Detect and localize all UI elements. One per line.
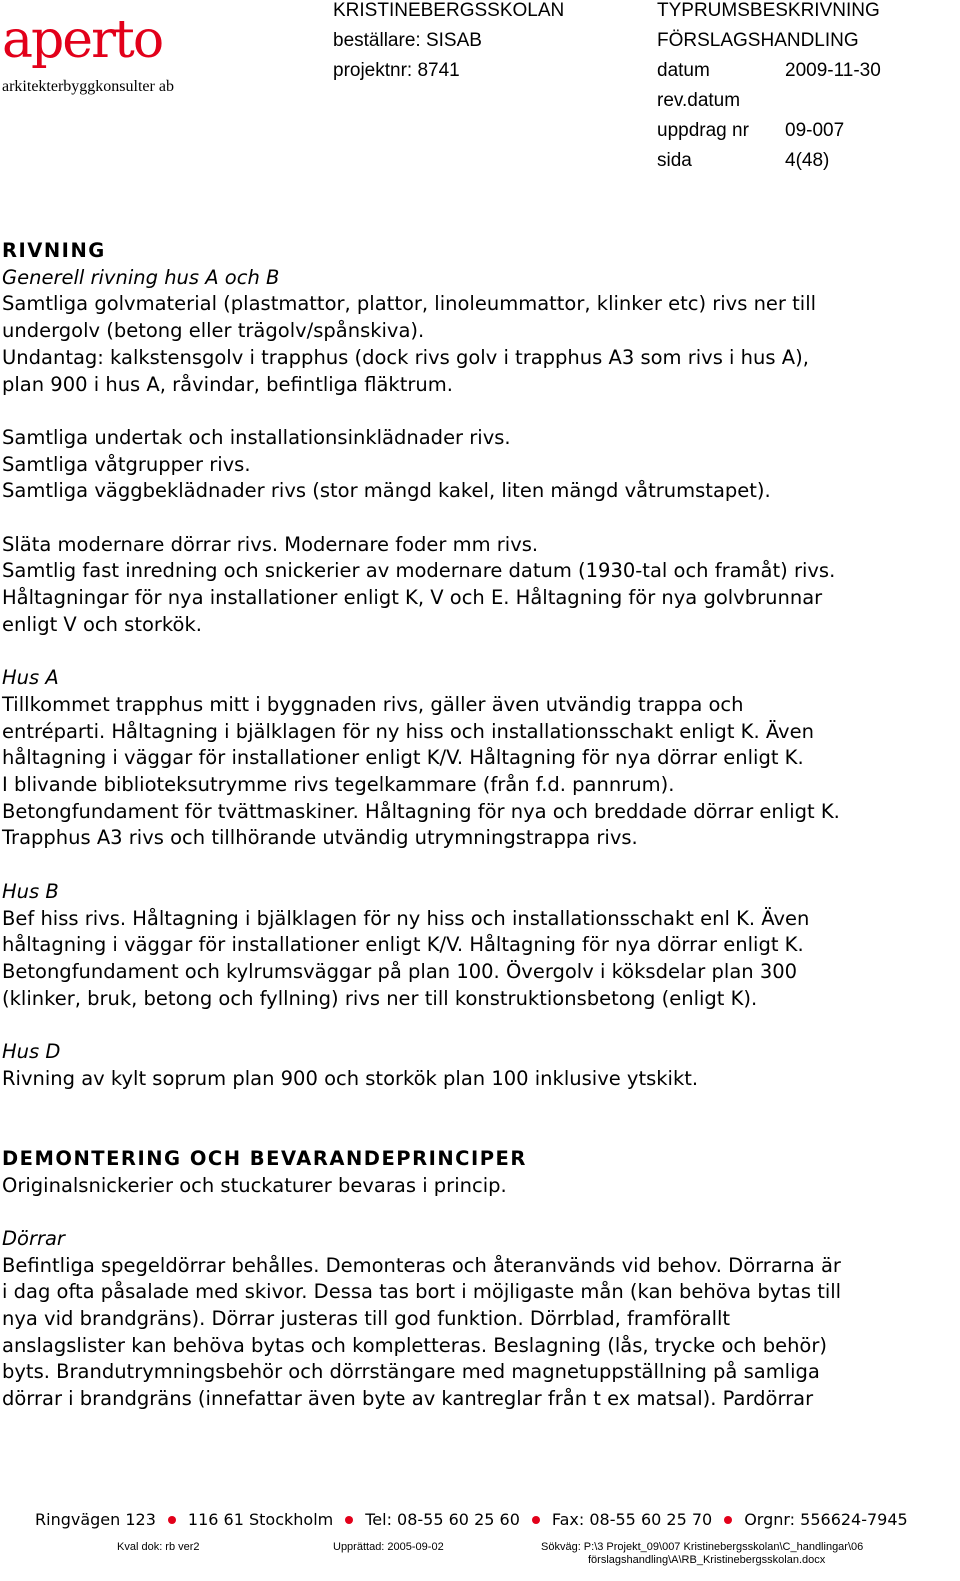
header-doc-type: TYPRUMSBESKRIVNING [657, 0, 880, 21]
text-line: Befintliga spegeldörrar behålles. Demonteras och återanvänds vid behov. Dörrarna är [2, 1253, 841, 1277]
text-line: plan 900 i hus A, råvindar, befintliga fläktrum. [2, 372, 453, 396]
header-field-value: 09-007 [785, 120, 845, 141]
section-heading-demontering: DEMONTERING OCH BEVARANDEPRINCIPER [2, 1146, 527, 1170]
text-line: i dag ofta påsalade med skivor. Dessa tas bort i möjligaste mån (kan behöva bytas till [2, 1280, 842, 1304]
text-line: Tillkommet trapphus mitt i byggnaden rivs, gäller även utvändig trappa och [2, 692, 744, 716]
text-line: Samtliga våtgrupper rivs. [2, 452, 251, 476]
text-line: anslagslister kan behöva bytas och kompletteras. Beslagning (lås, trycke och behör) [2, 1333, 827, 1357]
bullet-dot [168, 1516, 176, 1524]
text-line: Samtliga golvmaterial (plastmattor, plattor, linoleummattor, klinker etc) rivs ner till [2, 292, 817, 316]
text-line: håltagning i väggar för installationer enligt K/V. Håltagning för nya dörrar enligt K. [2, 746, 804, 770]
footer-sokvag-cont: förslagshandling\A\RB_Kristinebergsskolan.docx [588, 1554, 826, 1566]
footer-postal: 116 61 Stockholm [187, 1510, 334, 1529]
section-heading-rivning: RIVNING [2, 239, 106, 262]
text-line: Betongfundament för tvättmaskiner. Håltagning för nya och breddade dörrar enligt K. [2, 799, 840, 823]
subheading-hus-d: Hus D [2, 1040, 61, 1064]
text-line: Samtliga väggbeklädnader rivs (stor mängd kakel, liten mängd våtrumstapet). [2, 479, 771, 503]
header-field-value: 2009-11-30 [785, 60, 881, 81]
footer-tel: Tel: 08-55 60 25 60 [365, 1510, 520, 1529]
text-line: dörrar i brandgräns (innefattar även byte av kantreglar från t ex matsal). Pardörrar [2, 1387, 814, 1411]
footer-contact [35, 1508, 935, 1532]
header-field-label: sida [657, 150, 692, 171]
text-line: Rivning av kylt soprum plan 900 och storkök plan 100 inklusive ytskikt. [2, 1066, 699, 1090]
text-line: byts. Brandutrymningsbehör och dörrstängare med magnetuppställning på samliga [2, 1360, 820, 1384]
text-line: I blivande biblioteksutrymme rivs tegelkammare (från f.d. pannrum). [2, 773, 675, 797]
text-line: Betongfundament och kylrumsväggar på plan 100. Övergolv i köksdelar plan 300 [2, 959, 798, 983]
bullet-dot [345, 1516, 353, 1524]
footer-kval-dok: Kval dok: rb ver2 [117, 1541, 200, 1553]
subheading-generell-rivning: Generell rivning hus A och B [2, 265, 280, 289]
subheading-hus-b: Hus B [2, 879, 59, 903]
document-body [2, 238, 958, 1413]
header-school: KRISTINEBERGSSKOLAN [333, 0, 565, 21]
footer-orgnr: Orgnr: 556624-7945 [744, 1510, 908, 1529]
subheading-hus-a: Hus A [2, 666, 59, 690]
text-line: Släta modernare dörrar rivs. Modernare foder mm rivs. [2, 532, 539, 556]
text-line: Samtliga undertak och installationsinklädnader rivs. [2, 425, 511, 449]
header-field-value: 4(48) [785, 150, 830, 171]
text-line: Bef hiss rivs. Håltagning i bjälklagen för ny hiss och installationsschakt enl K. Även [2, 906, 810, 930]
company-tagline: arkitekterbyggkonsulter ab [2, 78, 174, 95]
text-line: Trapphus A3 rivs och tillhörande utvändig utrymningstrappa rivs. [2, 826, 638, 850]
text-line: nya vid brandgräns). Dörrar justeras till god funktion. Dörrblad, framförallt [2, 1307, 731, 1331]
footer-fax: Fax: 08-55 60 25 70 [551, 1510, 713, 1529]
header-doc-stage: FÖRSLAGSHANDLING [657, 30, 859, 51]
text-line: (klinker, bruk, betong och fyllning) rivs ner till konstruktionsbetong (enligt K). [2, 986, 758, 1010]
header-field-label: rev.datum [657, 90, 741, 111]
header-field-label: datum [657, 60, 710, 81]
text-line: enligt V och storkök. [2, 612, 202, 636]
text-line: entréparti. Håltagning i bjälklagen för ny hiss och installationsschakt enligt K. Även [2, 719, 814, 743]
text-line: håltagning i väggar för installationer enligt K/V. Håltagning för nya dörrar enligt K. [2, 933, 804, 957]
header-project: projektnr: 8741 [333, 60, 460, 81]
footer-address: Ringvägen 123 [35, 1510, 156, 1529]
company-logo: aperto [2, 10, 163, 70]
text-line: Undantag: kalkstensgolv i trapphus (dock rivs golv i trapphus A3 som rivs i hus A), [2, 345, 809, 369]
text-line: Samtlig fast inredning och snickerier av modernare datum (1930-tal och framåt) rivs. [2, 559, 836, 583]
footer-sokvag: Sökväg: P:\3 Projekt_09\007 Kristinebergsskolan\C_handlingar\06 [541, 1541, 864, 1553]
text-line: Håltagningar för nya installationer enligt K, V och E. Håltagning för nya golvbrunnar [2, 586, 823, 610]
text-line: Originalsnickerier och stuckaturer bevaras i princip. [2, 1173, 507, 1197]
header-field-label: uppdrag nr [657, 120, 749, 141]
header-client: beställare: SISAB [333, 30, 482, 51]
bullet-dot [532, 1516, 540, 1524]
subheading-dorrar: Dörrar [2, 1226, 65, 1250]
text-line: undergolv (betong eller trägolv/spånskiva). [2, 319, 425, 343]
bullet-dot [724, 1516, 732, 1524]
footer-upprattad: Upprättad: 2005-09-02 [333, 1541, 444, 1553]
